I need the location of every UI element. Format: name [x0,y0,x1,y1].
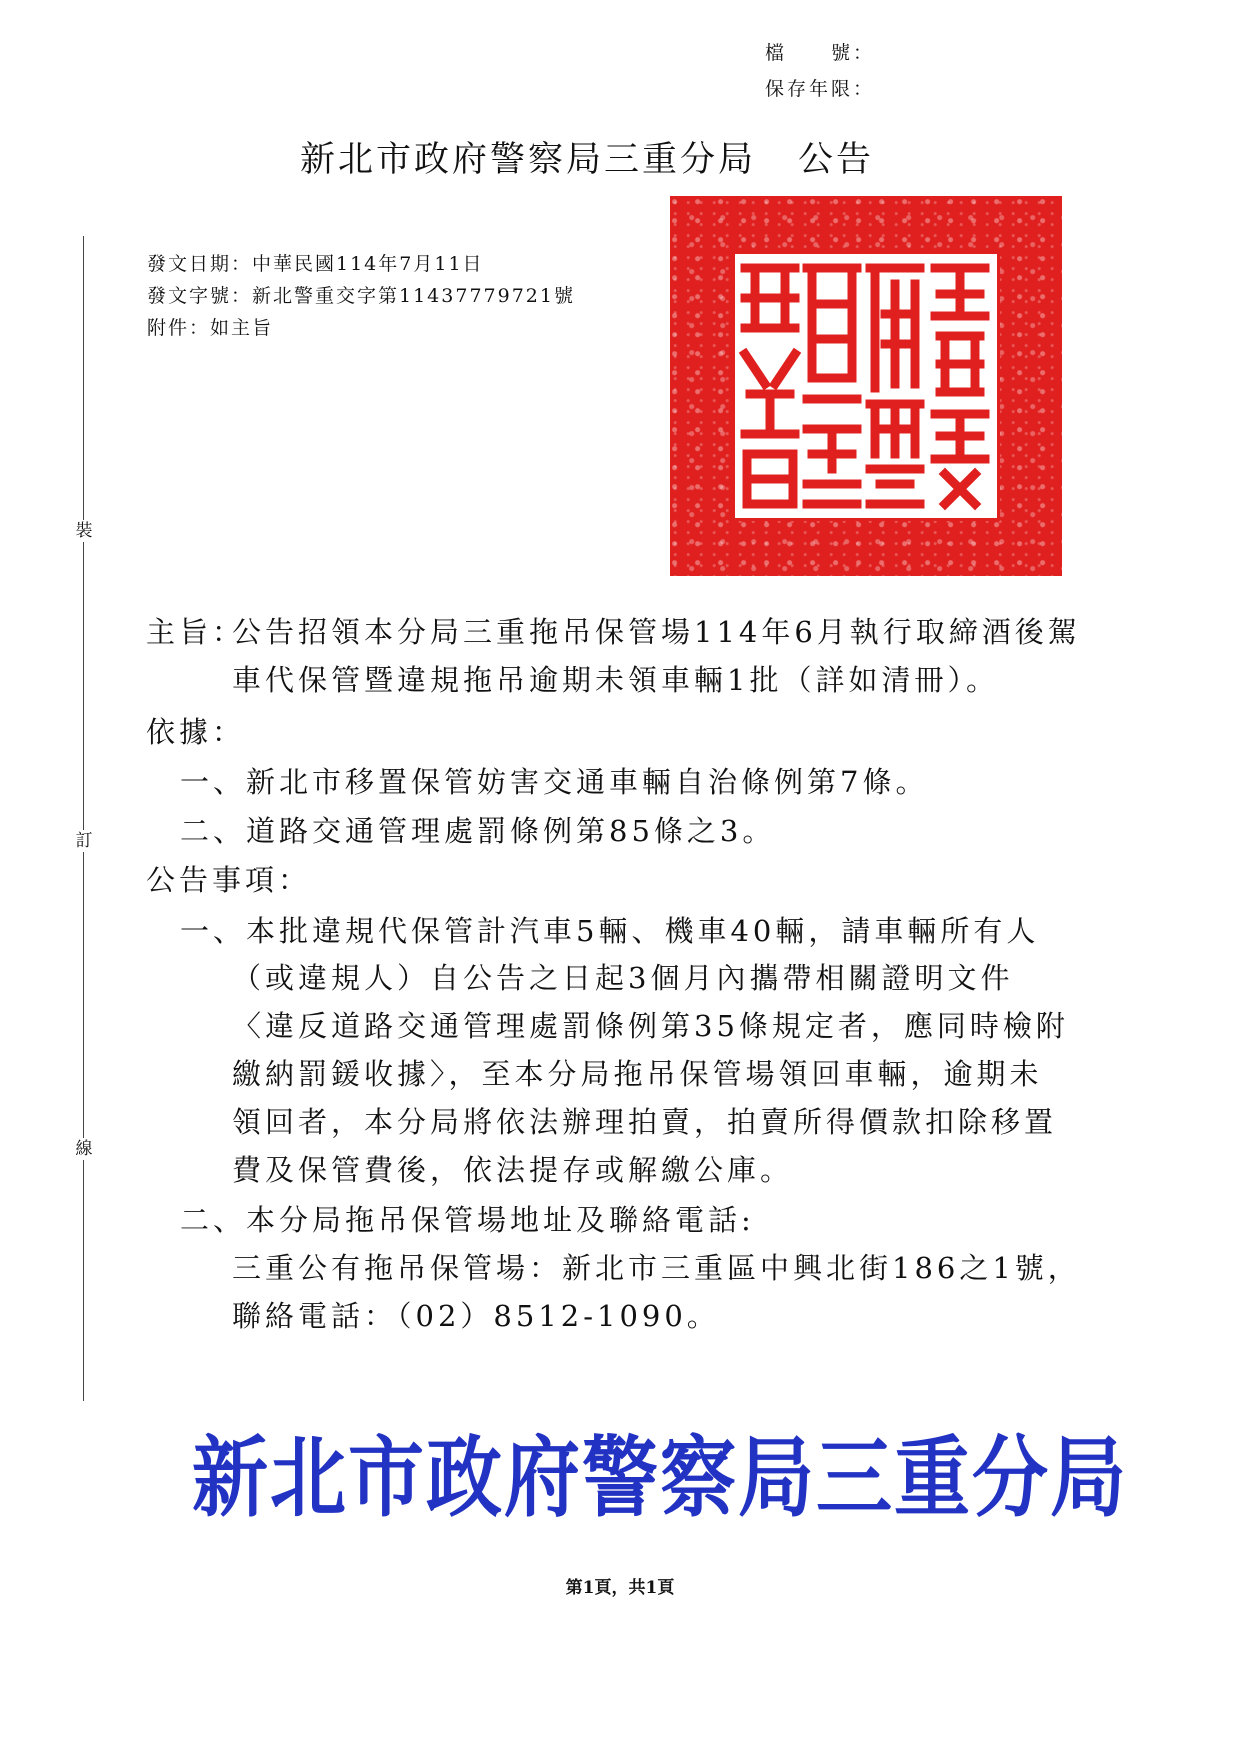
attachment-note: 附件：如主旨 [147,317,274,339]
subject-text-line-1: 公告招領本分局三重拖吊保管場114年6月執行取締酒後駕 [232,615,1081,649]
official-seal-stamp [670,196,1062,576]
binding-mark-xian: 線 [73,1138,95,1160]
notice-label: 公告事項： [146,863,312,897]
seal-inner-field [732,251,1000,521]
document-meta [147,248,575,344]
subject-text-line-2: 車代保管暨違規拖吊逾期未領車輛1批（詳如清冊）。 [232,663,999,697]
agency-signature-stamp: 新北市政府警察局三重分局 [192,1426,1128,1529]
notice-item-1-line-5: 領回者，本分局將依法辦理拍賣，拍賣所得價款扣除移置 [232,1105,1058,1139]
binding-mark-ding: 訂 [73,830,95,852]
agency-name: 新北市政府警察局三重分局 [300,140,757,180]
notice-item-2-line-3: 聯絡電話：（02）8512-1090。 [232,1299,720,1333]
seal-glyphs-image [735,254,997,518]
basis-label: 依據： [146,715,246,749]
basis-item-1: 一、新北市移置保管妨害交通車輛自治條例第7條。 [180,765,929,799]
subject-label: 主旨： [146,615,246,649]
notice-item-1-line-6: 費及保管費後，依法提存或解繳公庫。 [232,1153,794,1187]
binding-margin-line [83,236,84,1401]
page-number: 第1頁，共1頁 [565,1578,675,1598]
document-type: 公告 [798,140,875,180]
notice-item-2-line-1: 二、本分局拖吊保管場地址及聯絡電話: [180,1203,755,1237]
file-number-label: 檔 號： [765,42,876,64]
notice-item-1-line-2: （或違規人）自公告之日起3個月內攜帶相關證明文件 [232,961,1014,995]
retention-period-label: 保存年限： [765,78,876,100]
basis-item-2: 二、道路交通管理處罰條例第85條之3。 [180,814,776,848]
notice-item-1-line-1: 一、本批違規代保管計汽車5輛、機車40輛，請車輛所有人 [180,914,1040,948]
page-title [300,132,874,182]
binding-mark-zhuang: 裝 [73,520,95,542]
notice-item-1-line-4: 繳納罰鍰收據〉，至本分局拖吊保管場領回車輛，逾期未 [232,1057,1043,1091]
notice-item-2-line-2: 三重公有拖吊保管場：新北市三重區中興北街186之1號， [232,1251,1081,1285]
document-number: 發文字號：新北警重交字第11437779721號 [147,285,575,307]
notice-item-1-line-3: 〈違反道路交通管理處罰條例第35條規定者，應同時檢附 [232,1009,1069,1043]
issue-date: 發文日期：中華民國114年7月11日 [147,253,484,275]
file-info-block [765,35,875,107]
